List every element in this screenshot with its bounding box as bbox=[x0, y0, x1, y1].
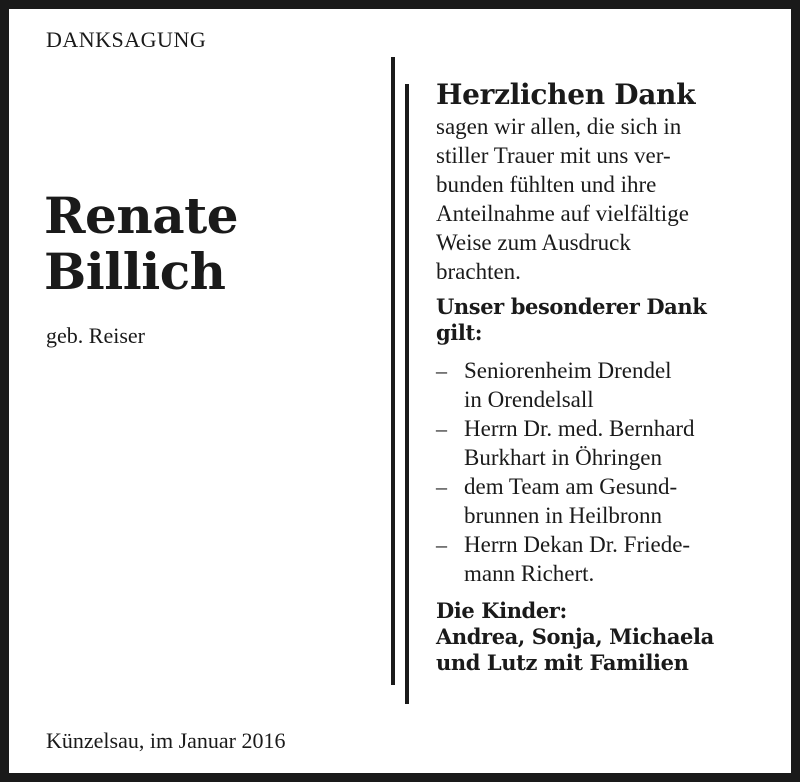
special-thanks-heading bbox=[436, 294, 776, 346]
list-item-line: in Orendelsall bbox=[464, 387, 594, 412]
list-item-line: brunnen in Heilbronn bbox=[464, 503, 663, 528]
body-line: brachten. bbox=[436, 259, 521, 284]
special-line: Unser besonderer Dank bbox=[436, 294, 707, 319]
thanks-column bbox=[436, 78, 776, 676]
dash-bullet: – bbox=[436, 416, 447, 441]
divider-line-right bbox=[405, 84, 409, 704]
deceased-name bbox=[44, 188, 238, 300]
list-item-line: Seniorenheim Drendel bbox=[464, 358, 672, 383]
notice-heading: DANKSAGUNG bbox=[46, 27, 207, 52]
family-line: und Lutz mit Familien bbox=[436, 650, 689, 675]
list-item bbox=[436, 530, 776, 588]
birth-name: geb. Reiser bbox=[46, 323, 145, 348]
thanks-body bbox=[436, 112, 776, 286]
first-name: Renate bbox=[44, 186, 239, 245]
list-item-line: Burkhart in Öhringen bbox=[464, 445, 663, 470]
last-name: Billich bbox=[44, 242, 226, 301]
body-line: bunden fühlten und ihre bbox=[436, 172, 657, 197]
special-line: gilt: bbox=[436, 320, 483, 345]
body-line: Anteilnahme auf vielfältige bbox=[436, 201, 689, 226]
dash-bullet: – bbox=[436, 532, 447, 557]
body-line: stiller Trauer mit uns ver- bbox=[436, 143, 671, 168]
list-item-line: Herrn Dr. med. Bernhard bbox=[464, 416, 695, 441]
body-line: Weise zum Ausdruck bbox=[436, 230, 631, 255]
list-item-line: dem Team am Gesund- bbox=[464, 474, 678, 499]
list-item-line: mann Richert. bbox=[464, 561, 595, 586]
list-item bbox=[436, 356, 776, 414]
thanks-list bbox=[436, 356, 776, 588]
dash-bullet: – bbox=[436, 358, 447, 383]
list-item-line: Herrn Dekan Dr. Friede- bbox=[464, 532, 691, 557]
family-line: Andrea, Sonja, Michaela bbox=[436, 624, 714, 649]
body-line: sagen wir allen, die sich in bbox=[436, 114, 682, 139]
family-line: Die Kinder: bbox=[436, 598, 567, 623]
list-item bbox=[436, 472, 776, 530]
divider-line-left bbox=[391, 57, 395, 685]
family-signature bbox=[436, 598, 776, 676]
list-item bbox=[436, 414, 776, 472]
thanks-title: Herzlichen Dank bbox=[436, 78, 696, 111]
place-date: Künzelsau, im Januar 2016 bbox=[46, 728, 286, 753]
dash-bullet: – bbox=[436, 474, 447, 499]
